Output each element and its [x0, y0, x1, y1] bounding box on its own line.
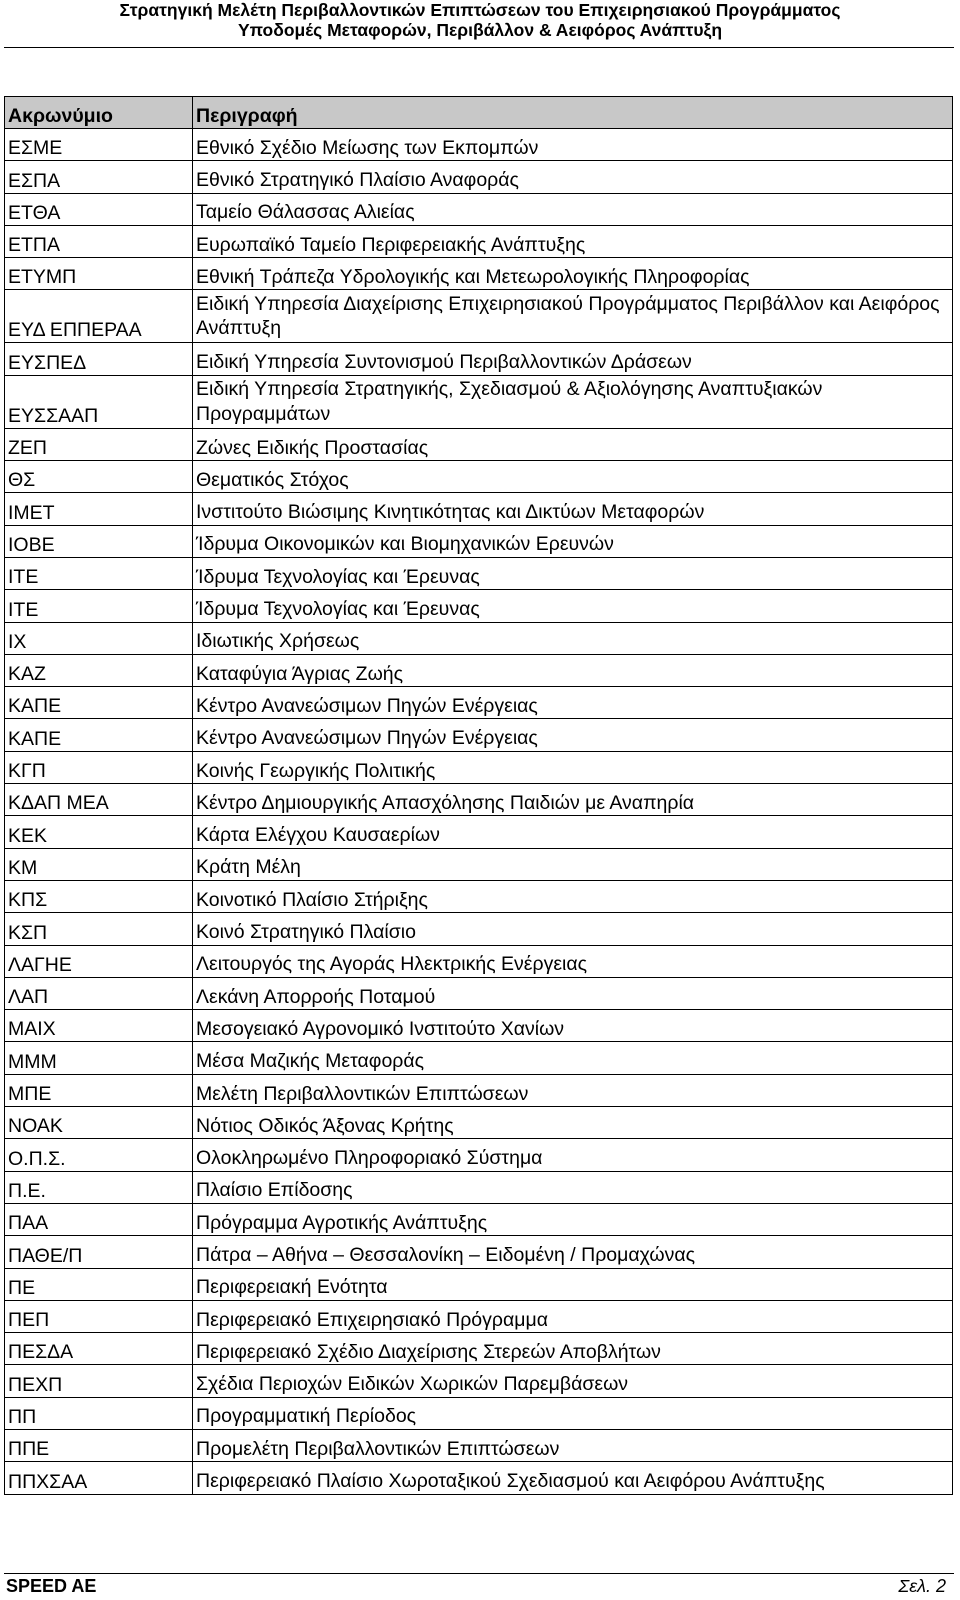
acronym-cell: ΙΧ	[5, 622, 193, 654]
acronym-cell: ΠΑΘΕ/Π	[5, 1236, 193, 1268]
acronym-cell: ΕΤΥΜΠ	[5, 258, 193, 290]
table-row	[5, 880, 953, 912]
acronym-cell: ΕΤΠΑ	[5, 225, 193, 257]
description-cell: Κράτη Μέλη	[193, 848, 953, 880]
description-cell: Ινστιτούτο Βιώσιμης Κινητικότητας και Δικτύων Μεταφορών	[193, 493, 953, 525]
acronyms-table	[4, 96, 953, 1495]
description-cell: Εθνικό Σχέδιο Μείωσης των Εκπομπών	[193, 129, 953, 161]
table-body	[5, 129, 953, 1495]
description-cell: Κοινό Στρατηγικό Πλαίσιο	[193, 913, 953, 945]
acronym-cell: ΠΑΑ	[5, 1203, 193, 1235]
acronym-cell: ΠΠ	[5, 1397, 193, 1429]
description-cell: Περιφερειακή Ενότητα	[193, 1268, 953, 1300]
acronym-cell: ΕΥΣΠΕΔ	[5, 343, 193, 375]
acronym-cell: ΝΟΑΚ	[5, 1107, 193, 1139]
table-row	[5, 1365, 953, 1397]
table-row	[5, 945, 953, 977]
description-cell: Εθνική Τράπεζα Υδρολογικής και Μετεωρολογικής Πληροφορίας	[193, 258, 953, 290]
footer-company: SPEED AE	[6, 1576, 97, 1596]
acronym-cell: ΠΠΧΣΑΑ	[5, 1462, 193, 1494]
table-row	[5, 428, 953, 460]
table-row	[5, 1268, 953, 1300]
acronym-cell: ΚΠΣ	[5, 880, 193, 912]
table-row	[5, 1236, 953, 1268]
description-cell: Ειδική Υπηρεσία Συντονισμού Περιβαλλοντικών Δράσεων	[193, 343, 953, 375]
description-cell: Νότιος Οδικός Άξονας Κρήτης	[193, 1107, 953, 1139]
description-cell: Προγραμματική Περίοδος	[193, 1397, 953, 1429]
table-row	[5, 751, 953, 783]
description-cell: Προμελέτη Περιβαλλοντικών Επιπτώσεων	[193, 1429, 953, 1461]
acronym-cell: ΕΣΜΕ	[5, 129, 193, 161]
table-row	[5, 1300, 953, 1332]
description-cell: Μελέτη Περιβαλλοντικών Επιπτώσεων	[193, 1074, 953, 1106]
acronym-cell: ΚΜ	[5, 848, 193, 880]
table-row	[5, 590, 953, 622]
acronym-cell: ΠΕ	[5, 1268, 193, 1300]
table-row	[5, 161, 953, 193]
table-row	[5, 290, 953, 343]
description-cell: Ιδιωτικής Χρήσεως	[193, 622, 953, 654]
description-cell: Κοινοτικό Πλαίσιο Στήριξης	[193, 880, 953, 912]
description-cell: Πλαίσιο Επίδοσης	[193, 1171, 953, 1203]
table-row	[5, 193, 953, 225]
table-row	[5, 493, 953, 525]
acronym-cell: ΠΠΕ	[5, 1429, 193, 1461]
description-cell: Κάρτα Ελέγχου Καυσαερίων	[193, 816, 953, 848]
acronym-cell: ΜΑΙΧ	[5, 1010, 193, 1042]
table-row	[5, 375, 953, 428]
acronym-cell: ΚΑΖ	[5, 654, 193, 686]
acronym-cell: ΚΕΚ	[5, 816, 193, 848]
table-row	[5, 1107, 953, 1139]
acronym-cell: ΙΤΕ	[5, 557, 193, 589]
description-cell: Ειδική Υπηρεσία Διαχείρισης Επιχειρησιακού Προγράμματος Περιβάλλον και Αειφόρος Ανάπτυξη	[193, 290, 953, 343]
table-row	[5, 1397, 953, 1429]
description-cell: Μέσα Μαζικής Μεταφοράς	[193, 1042, 953, 1074]
acronym-cell: ΘΣ	[5, 461, 193, 493]
acronym-cell: ΚΣΠ	[5, 913, 193, 945]
acronym-cell: ΕΥΔ ΕΠΠΕΡΑΑ	[5, 290, 193, 343]
acronym-cell: ΙΟΒΕ	[5, 525, 193, 557]
table-row	[5, 1139, 953, 1171]
description-cell: Λεκάνη Απορροής Ποταμού	[193, 977, 953, 1009]
description-cell: Πάτρα – Αθήνα – Θεσσαλονίκη – Ειδομένη / Προμαχώνας	[193, 1236, 953, 1268]
table-row	[5, 622, 953, 654]
acronym-cell: ΜΜΜ	[5, 1042, 193, 1074]
description-cell: Κέντρο Ανανεώσιμων Πηγών Ενέργειας	[193, 719, 953, 751]
table-row	[5, 784, 953, 816]
header-title-line-2: Υποδομές Μεταφορών, Περιβάλλον & Αειφόρος Ανάπτυξη	[237, 20, 723, 40]
description-cell: Μεσογειακό Αγρονομικό Ινστιτούτο Χανίων	[193, 1010, 953, 1042]
description-cell: Κοινής Γεωργικής Πολιτικής	[193, 751, 953, 783]
description-cell: Λειτουργός της Αγοράς Ηλεκτρικής Ενέργειας	[193, 945, 953, 977]
table-row	[5, 687, 953, 719]
acronym-cell: Π.Ε.	[5, 1171, 193, 1203]
table-row	[5, 977, 953, 1009]
description-cell: Ευρωπαϊκό Ταμείο Περιφερειακής Ανάπτυξης	[193, 225, 953, 257]
description-cell: Εθνικό Στρατηγικό Πλαίσιο Αναφοράς	[193, 161, 953, 193]
description-cell: Ίδρυμα Τεχνολογίας και Έρευνας	[193, 557, 953, 589]
table-row	[5, 1010, 953, 1042]
description-cell: Ίδρυμα Τεχνολογίας και Έρευνας	[193, 590, 953, 622]
header-title-line-1: Στρατηγική Μελέτη Περιβαλλοντικών Επιπτώσεων του Επιχειρησιακού Προγράμματος	[119, 0, 841, 20]
description-cell: Ειδική Υπηρεσία Στρατηγικής, Σχεδιασμού & Αξιολόγησης Αναπτυξιακών Προγραμμάτων	[193, 375, 953, 428]
description-cell: Ζώνες Ειδικής Προστασίας	[193, 428, 953, 460]
table-row	[5, 461, 953, 493]
acronym-cell: ΙΤΕ	[5, 590, 193, 622]
description-cell: Ολοκληρωμένο Πληροφοριακό Σύστημα	[193, 1139, 953, 1171]
description-cell: Καταφύγια Άγριας Ζωής	[193, 654, 953, 686]
column-header-acronym: Ακρωνύμιο	[5, 97, 193, 129]
acronym-cell: ΚΓΠ	[5, 751, 193, 783]
footer-divider	[4, 1573, 954, 1574]
acronym-cell: Ο.Π.Σ.	[5, 1139, 193, 1171]
acronym-cell: ΠΕΣΔΑ	[5, 1333, 193, 1365]
acronym-cell: ΠΕΠ	[5, 1300, 193, 1332]
description-cell: Περιφερειακό Πλαίσιο Χωροταξικού Σχεδιασμού και Αειφόρου Ανάπτυξης	[193, 1462, 953, 1494]
acronym-cell: ΙΜΕΤ	[5, 493, 193, 525]
table-row	[5, 719, 953, 751]
acronym-cell: ΕΣΠΑ	[5, 161, 193, 193]
table-row	[5, 258, 953, 290]
table-row	[5, 129, 953, 161]
acronym-cell: ΛΑΠ	[5, 977, 193, 1009]
document-header	[0, 0, 960, 40]
table-row	[5, 1333, 953, 1365]
acronym-cell: ΕΥΣΣΑΑΠ	[5, 375, 193, 428]
table-row	[5, 654, 953, 686]
description-cell: Θεματικός Στόχος	[193, 461, 953, 493]
acronym-cell: ΠΕΧΠ	[5, 1365, 193, 1397]
acronym-cell: ΚΑΠΕ	[5, 719, 193, 751]
table-row	[5, 557, 953, 589]
acronym-cell: ΕΤΘΑ	[5, 193, 193, 225]
table-row	[5, 1042, 953, 1074]
acronym-cell: ΚΔΑΠ ΜΕΑ	[5, 784, 193, 816]
description-cell: Κέντρο Δημιουργικής Απασχόλησης Παιδιών με Αναπηρία	[193, 784, 953, 816]
table-row	[5, 1462, 953, 1494]
table-row	[5, 225, 953, 257]
table-row	[5, 1203, 953, 1235]
description-cell: Περιφερειακό Σχέδιο Διαχείρισης Στερεών Αποβλήτων	[193, 1333, 953, 1365]
acronym-cell: ΚΑΠΕ	[5, 687, 193, 719]
table-row	[5, 343, 953, 375]
table-row	[5, 1074, 953, 1106]
table-row	[5, 848, 953, 880]
footer-page-number: Σελ. 2	[898, 1576, 946, 1596]
table-row	[5, 525, 953, 557]
acronym-cell: ΖΕΠ	[5, 428, 193, 460]
table-row	[5, 816, 953, 848]
acronym-cell: ΛΑΓΗΕ	[5, 945, 193, 977]
description-cell: Πρόγραμμα Αγροτικής Ανάπτυξης	[193, 1203, 953, 1235]
column-header-description: Περιγραφή	[193, 97, 953, 129]
table-header-row	[5, 97, 953, 129]
description-cell: Ίδρυμα Οικονομικών και Βιομηχανικών Ερευνών	[193, 525, 953, 557]
description-cell: Κέντρο Ανανεώσιμων Πηγών Ενέργειας	[193, 687, 953, 719]
table-row	[5, 913, 953, 945]
description-cell: Σχέδια Περιοχών Ειδικών Χωρικών Παρεμβάσεων	[193, 1365, 953, 1397]
table-row	[5, 1429, 953, 1461]
description-cell: Ταμείο Θάλασσας Αλιείας	[193, 193, 953, 225]
description-cell: Περιφερειακό Επιχειρησιακό Πρόγραμμα	[193, 1300, 953, 1332]
header-divider	[4, 47, 954, 48]
acronym-cell: ΜΠΕ	[5, 1074, 193, 1106]
table-row	[5, 1171, 953, 1203]
